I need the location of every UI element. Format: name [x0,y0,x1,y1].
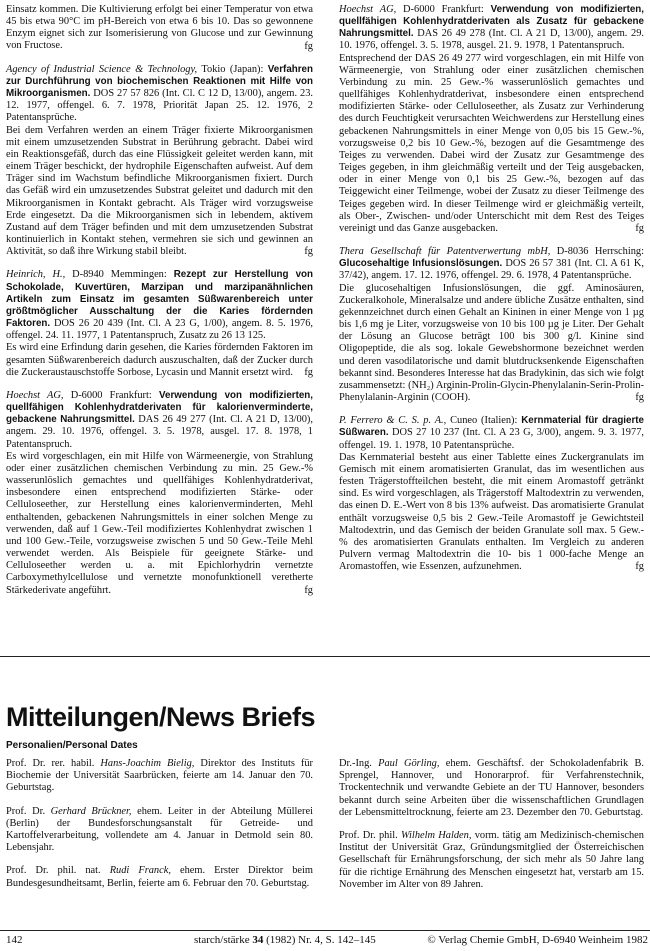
news-item-0 [6,758,313,795]
left-column [6,4,313,608]
entry-location: Cuneo (Italien): [446,415,522,427]
journal-volume: 34 [252,934,264,946]
signature: fg [635,561,644,573]
entry-author: P. Ferrero & C. S. p. A., [339,415,447,427]
entry-reference: DOS 26 57 381 (Int. Cl. A 61 K, 37/42), angem. 17. 12. 1976, offengel. 29. 6. 1978, 4 Patentansprüche. [339,258,644,282]
abstract-entry-2 [6,269,313,379]
news-item-title: Prof. Dr. phil. nat. [6,865,110,877]
news-item-person: Wilhelm Halden, [400,830,472,842]
news-item-2 [6,865,313,889]
news-item-title: Prof. Dr. rer. habil. [6,758,101,769]
entry-body: Entsprechend der DAS 26 49 277 wird vorgeschlagen, ein mit Hilfe von Wärmeenergie, von Strahlung oder einer zusätzlichen chemischen Verbindung zu min. 25 Gew.-% wasserunlöslich gemachtes und quellfähiges Kohlenhydratderivat, insbesondere einen entsprechend modifizierten Stärke- oder Celluloseether, als Zusatz zur Verhinderung des durch Feuchtigkeit verursachten Weichwerdens zur Herstellung eines gebackenen Nahrungsmittels in einer Menge von 0,05 bis 15 Gew.-%, vorzugsweise 0,2 bis 10 Gew.-%, bezogen auf die Gesamtmenge des Teiges zu verwenden. Dabei wird der Zusatz zur Gesamtmenge des Teiges gegeben, in ihm gleichmäßig verteilt und der Teig ausgebacken, oder in einer Menge von 0,1 bis 25 Gew.-%, bezogen auf das Teiggewicht einer Teilmenge, wobei der Zusatz zu dieser Teilmenge des Teiges gegeben wird. In dieser Teilmenge wird er gleichmäßig verteilt, als Ober-, Zwischen- und/oder Unterschicht mit dem Rest des Teiges vereinigt und das Ganze ausgebacken. [339,52,644,234]
news-item-4 [339,830,644,891]
entry-author: Hoechst AG, [339,4,397,15]
personal-dates-subheading: Personalien/Personal Dates [6,740,138,751]
signature: fg [304,40,313,52]
news-item-text: ehem. Leiter in der Abteilung Müllerei (Berlin) der Bundesforschungsanstalt für Getreide- und Kartoffelverarbeitung, vollendete am 4. Januar in Detmold sein 80. Lebensjahr. [6,805,314,854]
entry-title: Glucosehaltige Infusionslösungen. [339,258,503,270]
news-item-person: Paul Görling, [378,758,440,769]
page-number: 142 [6,934,23,946]
entry-location: D-6000 Frankfurt: [63,390,159,401]
news-item-3 [339,758,644,819]
news-item-1 [6,806,313,855]
signature: fg [304,246,313,258]
news-left-column [6,758,313,901]
entry-author: Agency of Industrial Science & Technology, [6,63,198,75]
entry-body: Das Kernmaterial besteht aus einer Tablette eines Zuckergranulats im Gemisch mit einem aromatisierten Granulat, das im wesentlichen aus festen Trägerstoffteilchen besteht, die mit einem Aromastoff getränkt sind. Es wird vorgeschlagen, als Trägerstoff Maltodextrin zu verwenden, das einen D. E.-Wert von 8 bis 13% aufweist. Das aromatisierte Granulat enthält vorzugsweise 0,5 bis 2 Gew.-Teile Aromastoff je Gewichtsteil Maltodextrin, und das Gemisch der beiden Granulate soll max. 5 Gew.-% des aromatisierten Granulats enthalten. Im Vergleich zu anderen Pulvern vermag Maltodextrin die 10- bis 1 000-fache Menge an Aromastoffen, wie Essenzen, aufzunehmen. [339,451,644,573]
entry-body: Die glucosehaltigen Infusionslösungen, die ggf. Aminosäuren, Zuckeralkohole, Mineralsalze und andere übliche Zusätze enthalten, sind gekennzeichnet durch einen Gehalt an Kininen in einer Menge von 1 µg bis 1,6 mg je Liter, vorzugsweise von 10 bis 100 µg je Liter. Der Gehalt der Lösung an Glucose beträgt 100 bis 300 g/l. Kinine sind Oligopeptide, die als sog. lokale Gewebshormone bezeichnet werden und deren vasodilatorische und damit blutdrucksenkende Eigenschaften bekannt sind. Besonderes Interesse hat das Bradykinin, das sich wie folgt zusammensetzt: (NH₂) Arginin-Prolin-Glycin-Phenylalanin-Serin-Prolin-Phenylalanin-Arginin (COOH). [339,282,644,403]
news-item-text: ehem. Geschäftsf. der Schokoladenfabrik B. Sprengel, Hannover, und Honorarprof. für Verfahrenstechnik, Trockentechnik und verwandte Gebiete an der TU Hannover, besonders bekannt durch seine Arbeiten über die wissenschaftlichen Grundlagen der Lebensmitteltrocknung, feierte am 23. Dezember den 70. Geburtstag. [339,758,644,818]
signature: fg [635,222,644,234]
news-item-text: ehem. Erster Direktor beim Bundesgesundheitsamt, Berlin, feierte am 6. Februar den 70. Geburtstag. [6,865,313,889]
entry-body: Einsatz kommen. Die Kultivierung erfolgt bei einer Temperatur von etwa 45 bis etwa 90°C im pH-Bereich von etwa 6 bis 10. Das so gewonnene Enzym eignet sich zur Isomerisierung von Glucose und zur Gewinnung von Fructose. [6,4,313,52]
journal-citation [194,934,376,946]
news-item-person: Hans-Joachim Bielig, [100,758,195,769]
copyright: © Verlag Chemie GmbH, D-6940 Weinheim 1982 [427,934,648,946]
signature: fg [304,366,313,378]
abstract-entry-4 [339,4,644,235]
news-item-text: Direktor des Instituts für Biochemie der Universität Saarbrücken, feierte am 14. Januar den 70. Geburtstag. [6,758,314,794]
entry-reference: DOS 27 10 237 (Int. Cl. A 23 G, 3/00), angem. 9. 3. 1977, offengel. 19. 1. 1978, 10 Patentansprüche. [339,427,644,451]
journal-name: starch/stärke [194,934,253,946]
section-divider [0,656,650,657]
signature: fg [304,584,313,596]
entry-body: Es wird vorgeschlagen, ein mit Hilfe von Wärmeenergie, von Strahlung oder einer zusätzlichen chemischen Verbindung zu min. 25 Gew.-% wasserunlöslich gemachtes und quellfähiges Kohlenhydratderivat, insbesondere einen entsprechend modifizierten Stärke- oder Celluloseether, zur Herstellung eines kalorienverminderten, Mehl enthaltenden, gebackenen Nahrungsmittels in einer solchen Menge zu verwenden, daß auf 1 Gew.-Teil modifiziertes Kohlenhydrat zwischen 1 und 100 Gew.-Teile, vorzugsweise zwischen 5 und 50 Gew.-Teile Mehl verwendet werden. Als Beispiele für geeignete Stärke- und Celluloseether werden u. a. mit Epichlorhydrin vernetzte Carboxymethylcellulose und vernetzte monofunktionell veretherte Stärkederivate angeführt. [6,450,313,596]
entry-location: D-8036 Herrsching: [550,246,644,258]
news-right-column [339,758,644,902]
news-item-title: Prof. Dr. [6,805,51,817]
right-column [339,4,644,585]
news-item-person: Rudi Franck, [109,865,171,877]
entry-title: Kernmaterial für dragierte Süßwaren. [339,415,644,439]
entry-reference: DAS 26 49 278 (Int. Cl. A 21 D, 13/00), angem. 29. 10. 1976, offengel. 3. 5. 1978, ausgel. 21. 9. 1978, 1 Patentanspruch. [339,28,644,52]
entry-reference: DOS 27 57 826 (Int. Cl. C 12 D, 13/00), angem. 23. 12. 1977, offengel. 6. 7. 1978, Priorität Japan 25. 12. 1976, 2 Patentansprüche. [6,88,313,124]
entry-location: Tokio (Japan): [197,63,268,75]
news-item-text: vorm. tätig am Medizinisch-chemischen Institut der Universität Graz, Gründungsmitglied der Österreichischen Gesellschaft für Ernährungsforschung, der sich mehr als 50 Jahre lang für die richtige Ernährung des Menschen eingesetzt hat, verstarb am 15. November im Alter von 89 Jahren. [339,830,644,890]
abstract-entry-3 [6,390,313,597]
entry-title: Verfahren zur Durchführung von biochemischen Reaktionen mit Hilfe von Mikroorganismen. [6,63,313,100]
entry-location: D-8940 Memmingen: [65,269,174,281]
footer-divider [0,930,650,931]
entry-title: Verwendung von modifizierten, quellfähigen Kohlenhydratderivaten für kalorienverminderte, gebackene Nahrungsmittel. [6,390,313,426]
entry-reference: DAS 26 49 277 (Int. Cl. A 21 D, 13/00), angem. 29. 10. 1976, offengel. 3. 5. 1978, ausgel. 17. 8. 1978, 1 Patentanspruch. [6,414,313,450]
news-item-person: Gerhard Brückner, [50,805,132,817]
abstract-entry-0 [6,4,313,53]
entry-body: Es wird eine Erfindung darin gesehen, die Karies fördernden Faktoren im gesamten Süßwarenbereich dadurch auszuschalten, daß der Zucker durch die Zuckeraustauschstoffe Sorbose, Lycasin und Mannit ersetzt wird. [6,342,313,378]
abstract-entry-1 [6,64,313,259]
entry-reference: DOS 26 20 439 (Int. Cl. A 23 G, 1/00), angem. 8. 5. 1976, offengel. 24. 11. 1977, 1 Patentanspruch, Zusatz zu 26 13 125. [6,318,313,342]
news-item-title: Dr.-Ing. [339,758,379,769]
journal-issue: (1982) Nr. 4, S. 142–145 [263,934,376,946]
abstract-entry-5 [339,246,644,404]
entry-author: Hoechst AG, [6,390,64,401]
entry-title: Verwendung von modifizierten, quellfähigen Kohlenhydratderivaten als Zusatz für gebackene Nahrungsmittel. [339,4,644,40]
entry-author: Heinrich, H., [6,269,66,281]
entry-title: Rezept zur Herstellung von Schokolade, Kuvertüren, Marzipan und marzipanähnlichen Artikeln zum Einsatz im gesamten Süßwarenbereich unter größtmöglicher Ausschaltung der die Karies fördernden Faktoren. [6,269,313,330]
news-briefs-heading: Mitteilungen/News Briefs [6,702,316,732]
signature: fg [635,392,644,404]
entry-location: D-6000 Frankfurt: [396,4,491,15]
abstract-entry-6 [339,415,644,573]
news-item-title: Prof. Dr. phil. [339,830,401,842]
entry-author: Thera Gesellschaft für Patentverwertung mbH, [339,246,551,258]
entry-body: Bei dem Verfahren werden an einem Träger fixierte Mikroorganismen mit einem umzusetzenden Substrat in Berührung gebracht. Dabei wird ein Reaktionsgefäß, durch das eine Flüssigkeit geleitet werden kann, mit einem Träger beschickt, der hydrophile Eigenschaften aufweist. Auf dem Träger sind im Wachstum befindliche Mikroorganismen fixiert. Durch das Gefäß wird ein umzusetzendes Substrat geleitet und dadurch mit den Mikroorganismen in Kontakt gebracht. Als Träger wird vorzugsweise Erde eingesetzt. Da die Mikroorganismen sich in lebendem, aktivem Zustand auf dem Träger befinden und mit dem umzusetzenden Substrat kontinuierlich in Kontakt stehen, vermehren sie sich und gewinnen an Aktivität, so daß ihre Wirkung stabil bleibt. [6,124,313,258]
